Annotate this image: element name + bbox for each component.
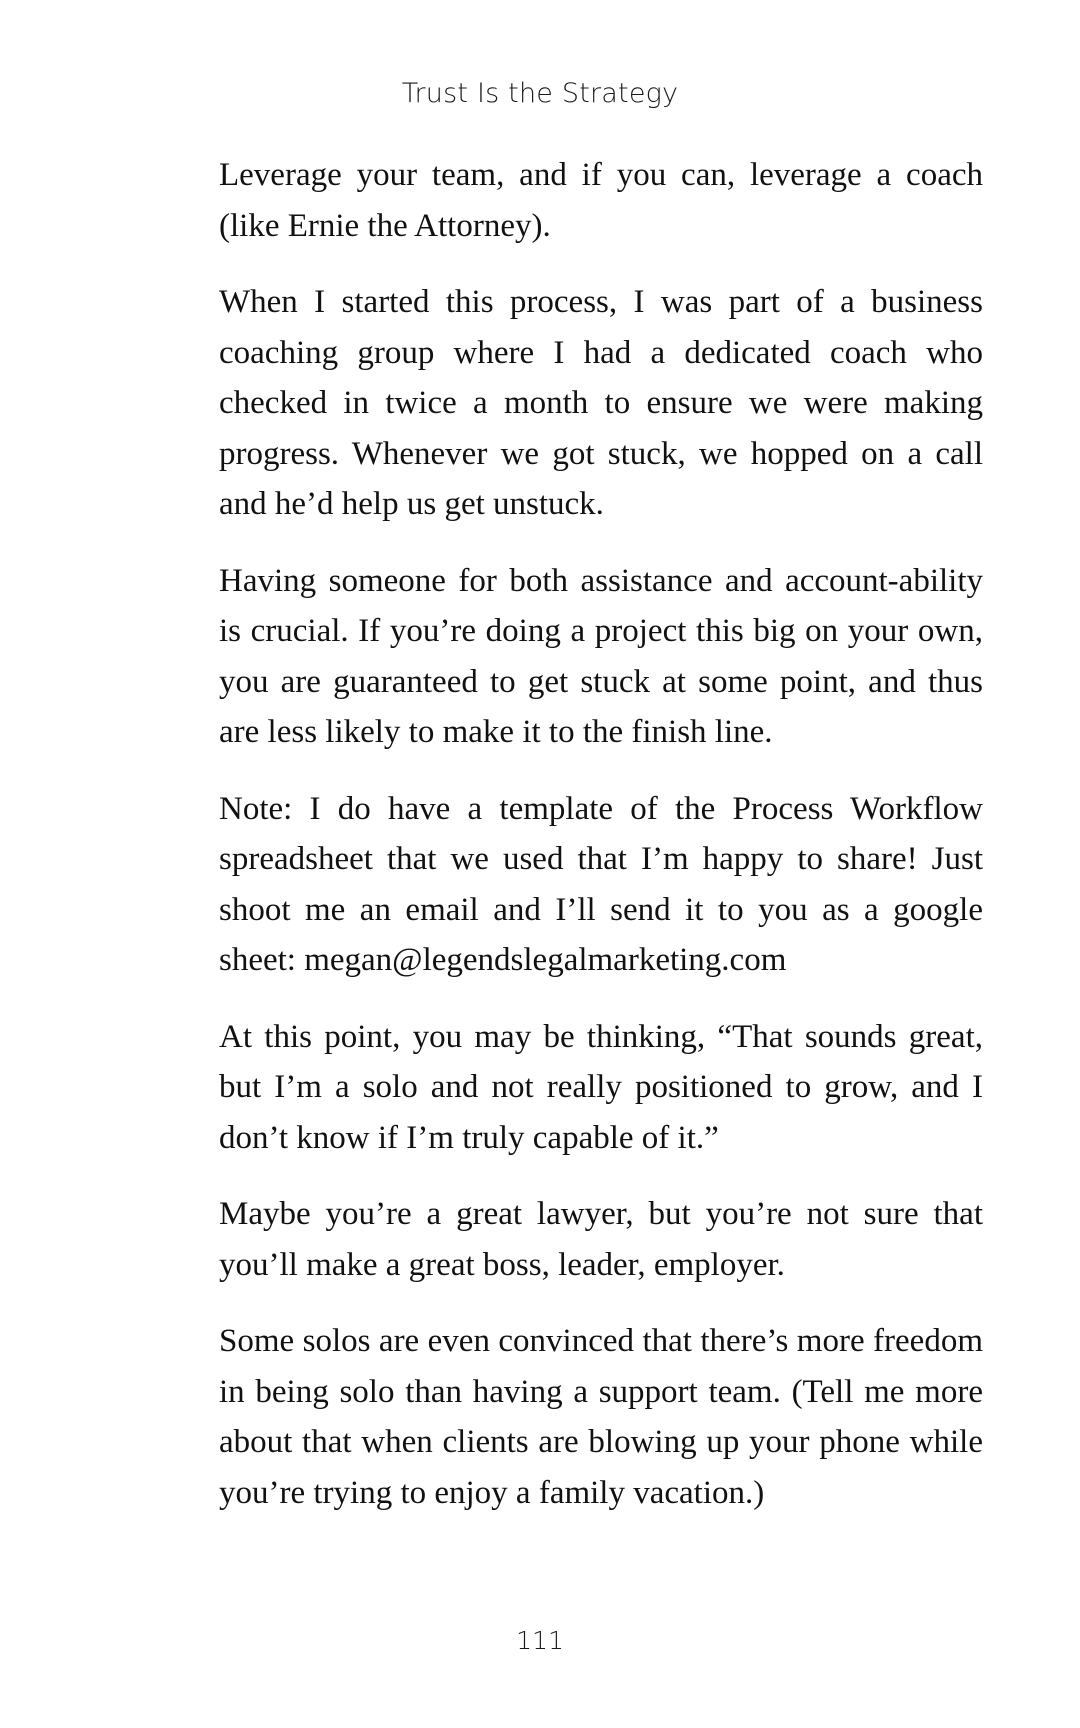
paragraph-solo-freedom: Some solos are even convinced that there’s more freedom in being solo than having a support team. (Tell me more about that when clients are blowing up your phone while you’re trying to enjoy a family vacation.) <box>219 1323 983 1511</box>
paragraph-leverage-coach: Leverage your team, and if you can, leverage a coach (like Ernie the Attorney). <box>219 157 983 244</box>
page-body <box>219 150 983 1518</box>
paragraph-coaching-group: When I started this process, I was part of a business coaching group where I had a dedicated coach who checked in twice a month to ensure we were making progress. Whenever we got stuck, we hopped on a call and he’d help us get unstuck. <box>219 284 983 522</box>
paragraph-solo-thinking: At this point, you may be thinking, “That sounds great, but I’m a solo and not really positioned to grow, and I don’t know if I’m truly capable of it.” <box>219 1018 983 1156</box>
paragraph-template-note: Note: I do have a template of the Process Workflow spreadsheet that we used that I’m happy to share! Just shoot me an email and I’ll send it to you as a google sheet: megan@legendslegalmarketing.com <box>219 790 983 978</box>
page-number: 111 <box>516 1626 564 1655</box>
paragraph-great-lawyer: Maybe you’re a great lawyer, but you’re not sure that you’ll make a great boss, leader, employer. <box>219 1196 983 1283</box>
paragraph-accountability: Having someone for both assistance and account-ability is crucial. If you’re doing a project this big on your own, you are guaranteed to get stuck at some point, and thus are less likely to make it to the finish line. <box>219 562 983 750</box>
running-header-title: Trust Is the Strategy <box>401 78 679 109</box>
